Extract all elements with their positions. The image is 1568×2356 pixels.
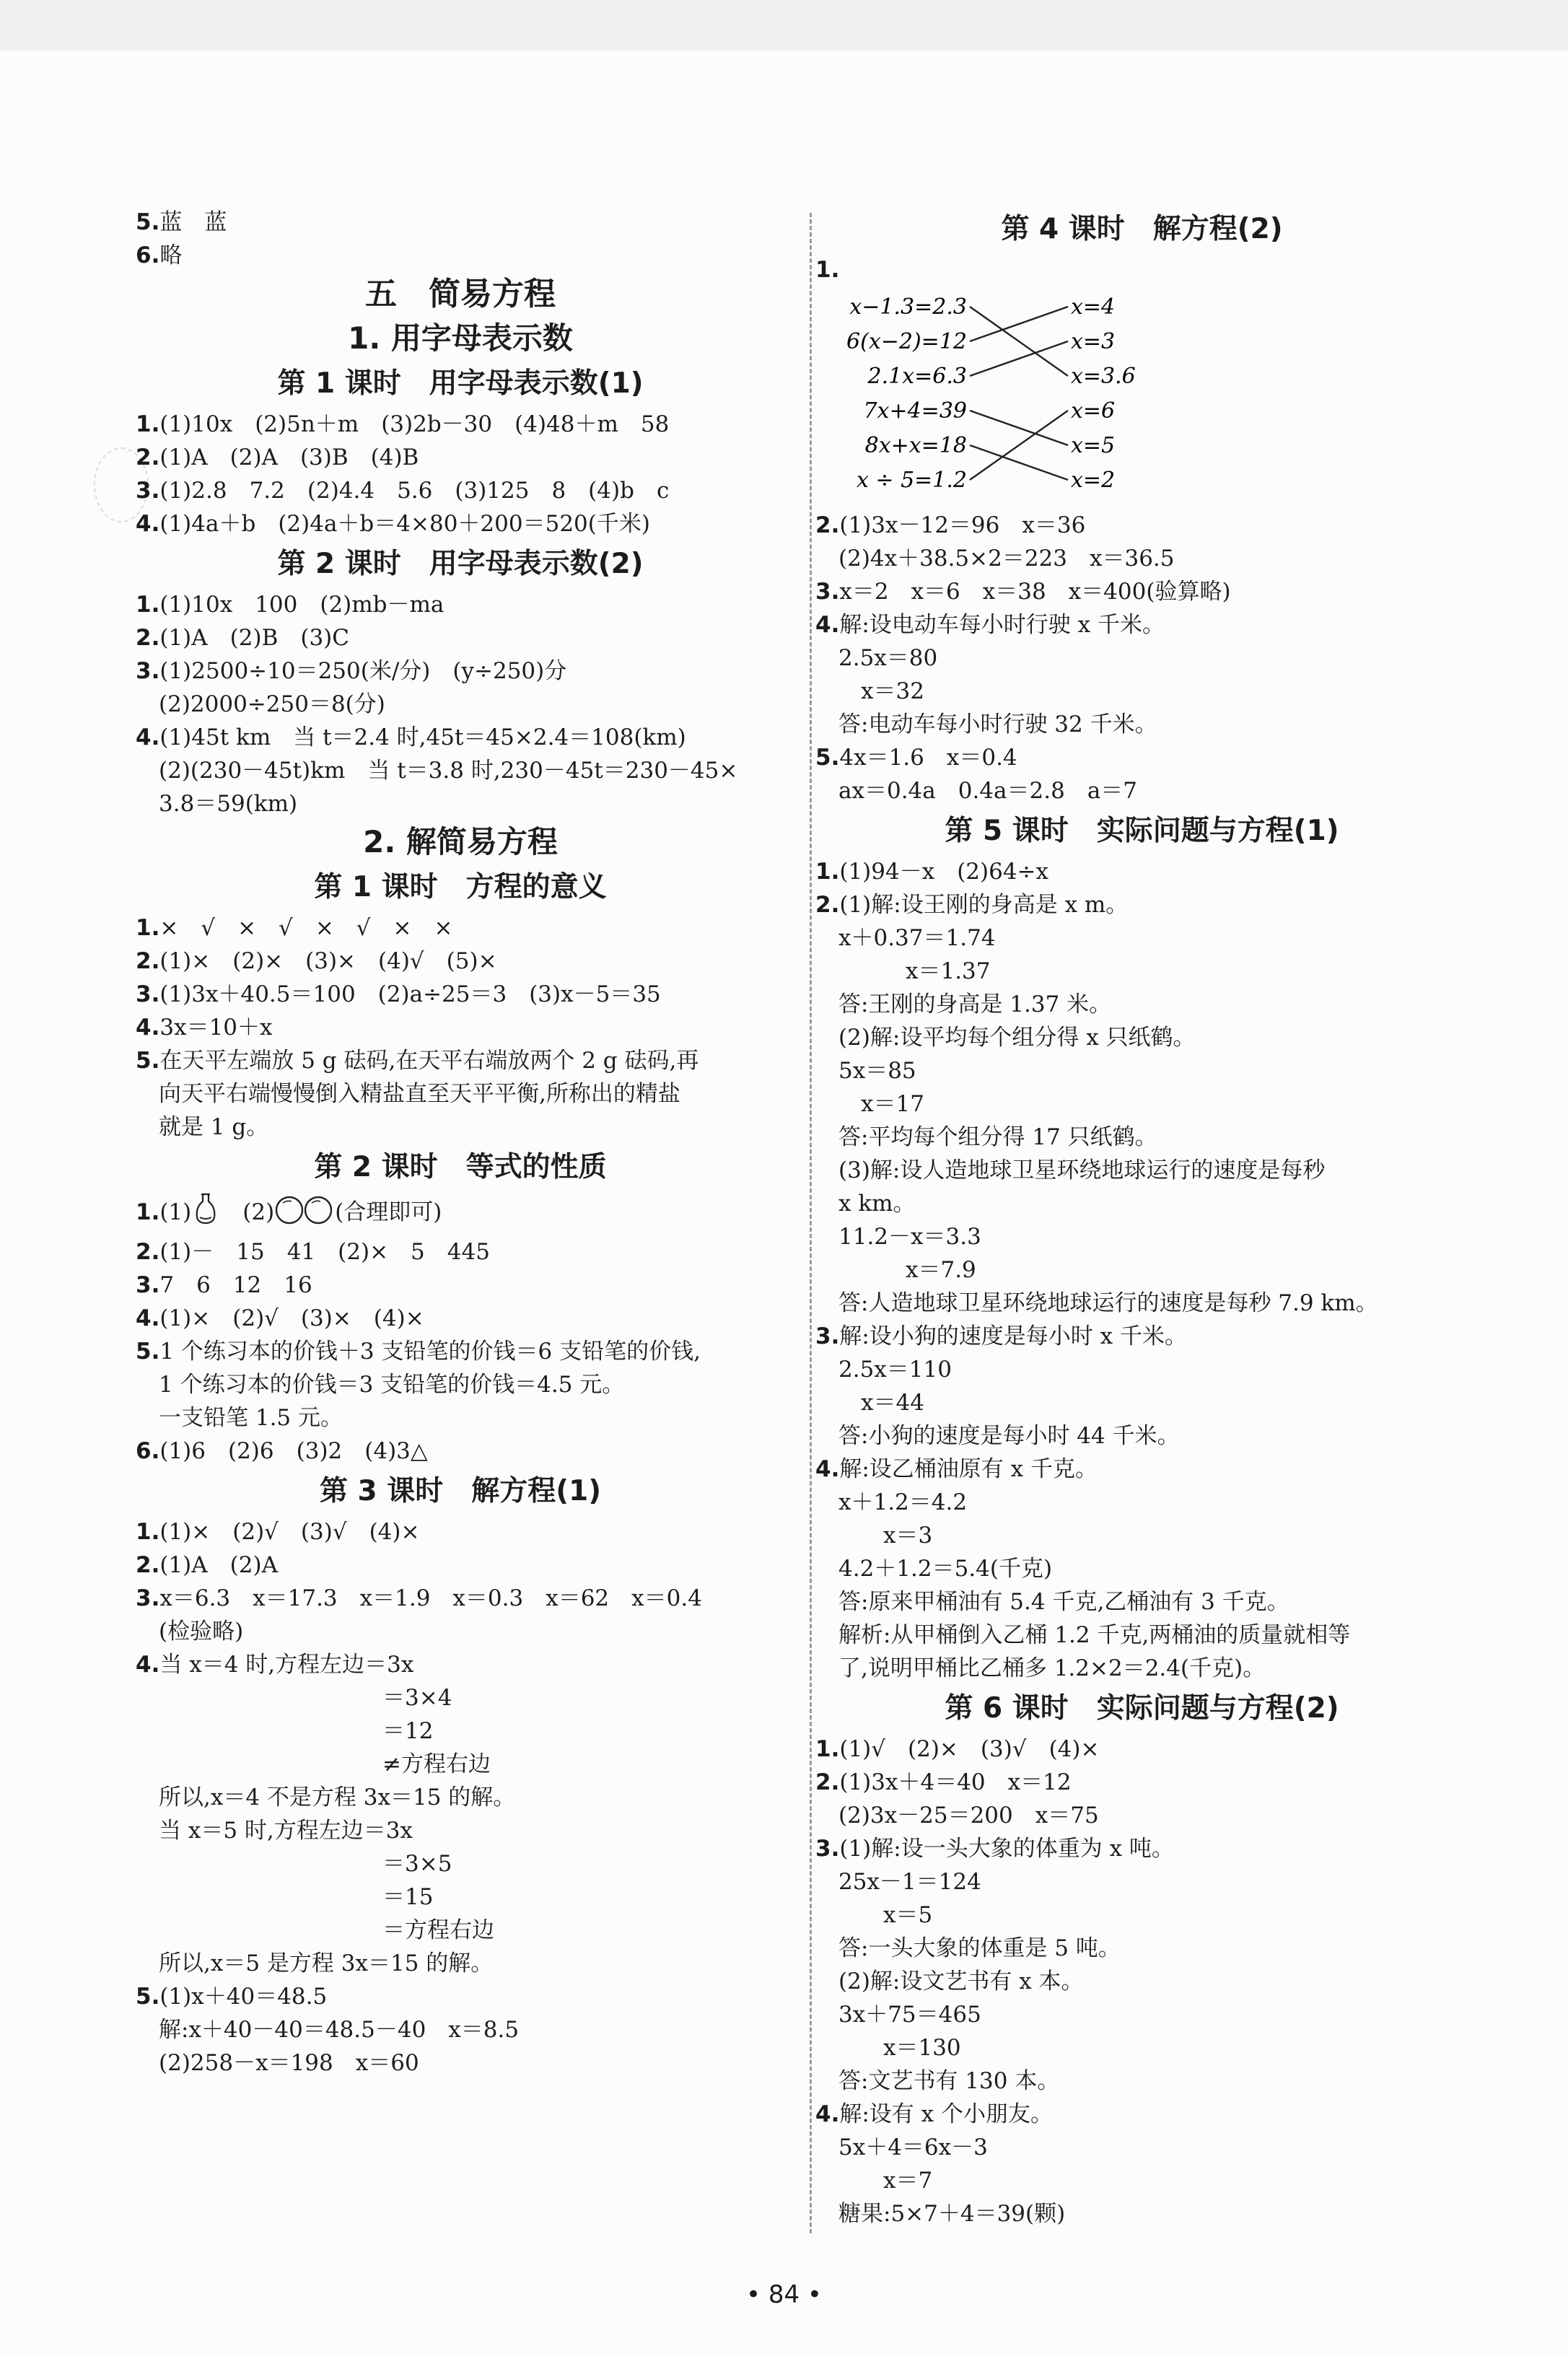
answer-line [136,1980,785,2013]
answer-text: 解:设小狗的速度是每小时 x 千米。 [839,1323,1187,1349]
question-number: 4. [815,2101,840,2127]
answer-text: x＝6.3 x＝17.3 x＝1.9 x＝0.3 x＝62 x＝0.4 [159,1585,702,1611]
answer-text: (1)解:设一头大象的体重为 x 吨。 [839,1836,1174,1862]
answer-line [136,474,785,507]
answer-line [136,654,785,688]
answer-line [815,1453,1468,1486]
lesson-heading: 第 1 课时 方程的意义 [314,871,607,903]
answer-line [136,1435,785,1468]
answer-text: (1)× (2)√ (3)√ (4)× [159,1519,420,1545]
answer-text: (1)× (2)√ (3)× (4)× [159,1305,424,1331]
answer-line [136,206,785,239]
matching-line [970,411,1068,445]
equation-label: 6(x−2)=12 [846,329,967,354]
question-number: 2. [136,625,160,651]
answer-text: (1)3x＋4＝40 x＝12 [839,1769,1072,1795]
answer-line [136,1648,785,1681]
answer-line [136,911,785,945]
solution-label: x=2 [1071,468,1116,493]
answer-line: 2.5x＝110 [838,1357,952,1383]
question-number: 2. [815,1769,840,1795]
answer-line: 解析:从甲桶倒入乙桶 1.2 千克,两桶油的质量就相等 [838,1622,1351,1648]
answer-line [136,239,785,272]
note-text: (合理即可) [335,1199,442,1225]
lesson-heading: 第 2 课时 等式的性质 [314,1151,607,1183]
question-number: 3. [136,478,160,504]
answer-line: x＝130 [838,2035,961,2061]
section-heading: 第 4 课时 解方程(2) [1001,213,1283,245]
matching-diagram [846,286,1176,504]
answer-line: ＝3×4 [159,1685,452,1711]
answer-text: 在天平左端放 5 g 砝码,在天平右端放两个 2 g 砝码,再 [159,1048,699,1074]
equation-label: x−1.3=2.3 [849,294,967,320]
answer-line: 3.8＝59(km) [159,791,298,817]
answer-text: 解:设电动车每小时行驶 x 千米。 [839,612,1165,638]
answer-text: (1)√ (2)× (3)√ (4)× [839,1736,1100,1762]
answer-line: ＝15 [159,1884,434,1910]
answer-line: 答:王刚的身高是 1.37 米。 [838,991,1112,1017]
answer-text: (1)－ 15 41 (2)× 5 445 [159,1239,490,1265]
question-number: 5. [136,1339,160,1365]
answer-text: 当 x＝4 时,方程左边＝3x [159,1652,414,1678]
answer-line [136,507,785,540]
answer-line [136,588,785,621]
answer-text: (1)A (2)A (3)B (4)B [159,445,419,470]
question-number: 4. [136,724,160,750]
answer-text: (1)6 (2)6 (3)2 (4)3△ [159,1438,428,1464]
answer-line [815,575,1468,608]
answer-line: x＝3 [838,1523,933,1549]
answer-line [136,945,785,978]
question-number: 2. [136,1552,160,1578]
left-column [136,206,785,2080]
lesson-heading: 第 1 课时 用字母表示数(1) [277,367,644,400]
section-heading: 五 简易方程 [365,276,556,312]
question-number: 1. [136,915,160,941]
solution-label: x=3.6 [1071,364,1136,389]
question-number: 6. [136,242,160,268]
question-number: 4. [136,1305,160,1331]
answer-line: 糖果:5×7＋4＝39(颗) [838,2201,1066,2227]
matching-line [970,307,1068,341]
answer-line: x＝32 [838,678,924,704]
matching-line [970,341,1068,376]
answer-line: 答:电动车每小时行驶 32 千米。 [838,711,1157,737]
answer-line: (检验略) [159,1619,244,1645]
answer-line [136,721,785,754]
answer-line: 所以,x＝4 不是方程 3x＝15 的解。 [159,1784,516,1810]
answer-line: 答:人造地球卫星环绕地球运行的速度是每秒 7.9 km。 [838,1290,1378,1316]
answer-line: ax＝0.4a 0.4a＝2.8 a＝7 [838,778,1138,804]
matching-line [970,307,1068,376]
answer-line: 解:x＋40－40＝48.5－40 x＝8.5 [159,2017,520,2043]
answer-line [136,621,785,654]
right-answers [815,509,1468,2230]
answer-line [815,888,1468,921]
answer-line [815,2098,1468,2131]
answer-text: x＝2 x＝6 x＝38 x＝400(验算略) [839,579,1231,605]
answer-line: 5x＝85 [838,1058,916,1084]
answer-line [815,1832,1468,1865]
equation-label: x ÷ 5=1.2 [856,468,967,493]
answer-line [136,408,785,441]
equation-label: 2.1x=6.3 [867,364,967,389]
answer-line: 了,说明甲桶比乙桶多 1.2×2＝2.4(千克)。 [838,1655,1266,1681]
answer-line: x＋1.2＝4.2 [838,1489,968,1515]
answer-text: (1)2500÷10＝250(米/分) (y÷250)分 [159,658,567,684]
solution-label: x=4 [1071,294,1116,320]
answer-line: 1 个练习本的价钱＝3 支铅笔的价钱＝4.5 元。 [159,1372,625,1398]
question-number: 2. [136,1239,160,1265]
answer-text: 3x＝10＋x [159,1015,273,1041]
answer-line [136,1549,785,1582]
answer-text: (1)2.8 7.2 (2)4.4 5.6 (3)125 8 (4)b c [159,478,670,504]
answer-line [815,1766,1468,1799]
question-number: 1. [815,1736,840,1762]
answer-line: 当 x＝5 时,方程左边＝3x [159,1818,413,1844]
question-number: 1. [136,1199,160,1225]
answer-line [136,1044,785,1077]
question-number: 5. [136,209,160,235]
question-number: 3. [136,1272,160,1298]
answer-line: 4.2＋1.2＝5.4(千克) [838,1556,1053,1582]
question-number: 3. [136,1585,160,1611]
section-heading: 2. 解简易方程 [363,824,558,859]
answer-text: (1)45t km 当 t＝2.4 时,45t＝45×2.4＝108(km) [159,724,686,750]
answer-line: ＝12 [159,1718,434,1744]
answer-line: x＋0.37＝1.74 [838,925,996,951]
answer-text: (1)3x＋40.5＝100 (2)a÷25＝3 (3)x－5＝35 [159,981,661,1007]
right-column [815,206,1468,2230]
answer-line: 所以,x＝5 是方程 3x＝15 的解。 [159,1950,494,1976]
answer-text: 蓝 蓝 [159,209,227,235]
question-number: 3. [136,658,160,684]
question-number: 6. [136,1438,160,1464]
answer-line [136,1191,785,1235]
question-number: 3. [815,1836,840,1862]
answer-line: 答:原来甲桶油有 5.4 千克,乙桶油有 3 千克。 [838,1589,1289,1615]
answer-line: (3)解:设人造地球卫星环绕地球运行的速度是每秒 [838,1157,1326,1183]
answer-line: 答:平均每个组分得 17 只纸鹤。 [838,1124,1157,1150]
answer-text: 略 [159,242,183,268]
answer-line [136,1011,785,1044]
solution-label: x=6 [1071,398,1116,424]
answer-line: (2)解:设文艺书有 x 本。 [838,1969,1084,1994]
question-number: 1. [136,411,160,437]
option-label: (2) [242,1199,275,1225]
question-number: 4. [136,511,160,537]
answer-line: x＝17 [838,1091,924,1117]
question-number: 2. [815,892,840,918]
solution-label: x=5 [1071,433,1116,458]
answer-text: 1 个练习本的价钱＋3 支铅笔的价钱＝6 支铅笔的价钱, [159,1339,701,1365]
answer-line: 5x＋4＝6x－3 [838,2134,988,2160]
answer-line [136,441,785,474]
answer-line [815,1733,1468,1766]
answer-line: (2)解:设平均每个组分得 x 只纸鹤。 [838,1025,1196,1051]
vase-icon [191,1191,220,1235]
answer-line [136,1235,785,1269]
question-number: 1. [136,592,160,618]
question-number: 4. [136,1015,160,1041]
answer-line: 答:文艺书有 130 本。 [838,2068,1060,2094]
lesson-heading: 第 6 课时 实际问题与方程(2) [945,1692,1339,1725]
equation-label: 7x+4=39 [863,398,967,424]
answer-line [136,1515,785,1549]
question-number: 5. [136,1984,160,2010]
answer-line: 一支铅笔 1.5 元。 [159,1405,343,1431]
page-number: • 84 • [746,2280,822,2309]
question-number: 4. [815,612,840,638]
solution-label: x=3 [1071,329,1116,354]
lesson-heading: 第 3 课时 解方程(1) [319,1475,602,1507]
answer-text: (1)× (2)× (3)× (4)√ (5)× [159,948,497,974]
question-number: 2. [815,512,840,538]
answer-text: (1)解:设王刚的身高是 x m。 [839,892,1129,918]
answer-line: 2.5x＝80 [838,645,938,671]
answer-text: × √ × √ × √ × × [159,915,453,941]
answer-line: x＝44 [838,1390,924,1416]
matching-line [970,445,1068,480]
scan-top-band [0,0,1568,51]
question-number: 3. [815,579,840,605]
lesson-heading: 第 2 课时 用字母表示数(2) [277,548,644,580]
column-divider [810,213,812,2233]
answer-line: x＝7.9 [838,1257,976,1283]
answer-text: (1)4a＋b (2)4a＋b＝4×80＋200＝520(千米) [159,511,650,537]
matching-line [970,411,1068,480]
answer-line [136,1269,785,1302]
answer-line: (2)2000÷250＝8(分) [159,691,385,717]
answer-line [136,1582,785,1615]
question-number: 3. [136,981,160,1007]
answer-line: 答:一头大象的体重是 5 吨。 [838,1935,1121,1961]
answer-line: x＝7 [838,2168,933,2194]
answer-text: (1)x＋40＝48.5 [159,1984,328,2010]
option-label: (1) [159,1199,192,1225]
section-heading: 1. 用字母表示数 [348,320,573,356]
answer-line: x＝5 [838,1902,933,1928]
lesson-heading: 第 5 课时 实际问题与方程(1) [945,815,1339,847]
equation-label: 8x+x=18 [864,433,967,458]
question-number: 5. [815,745,840,771]
question-number: 1. [815,257,840,283]
answer-line: (2)4x＋38.5×2＝223 x＝36.5 [838,546,1175,572]
answer-line: x km。 [838,1191,916,1217]
answer-line [815,1320,1468,1353]
answer-line: 11.2－x＝3.3 [838,1224,981,1250]
question-number: 1. [136,1519,160,1545]
answer-line: (2)(230－45t)km 当 t＝3.8 时,230－45t＝230－45× [159,758,738,784]
question-number: 4. [136,1652,160,1678]
answer-line [136,1335,785,1368]
answer-line: 向天平右端慢慢倒入精盐直至天平平衡,所称出的精盐 [159,1081,680,1107]
answer-text: (1)94－x (2)64÷x [839,859,1049,885]
answer-text: (1)3x－12＝96 x＝36 [839,512,1086,538]
answer-line: (2)3x－25＝200 x＝75 [838,1803,1099,1829]
question-number: 4. [815,1456,840,1482]
answer-line: ＝3×5 [159,1851,452,1877]
answer-line: 答:小狗的速度是每小时 44 千米。 [838,1423,1180,1449]
answer-line: ≠方程右边 [159,1751,491,1777]
question-number: 2. [136,445,160,470]
answer-text: (1)10x 100 (2)mb－ma [159,592,444,618]
answer-line [815,608,1468,641]
answer-line [815,741,1468,774]
answer-line: ＝方程右边 [159,1917,494,1943]
answer-line: 3x＋75＝465 [838,2002,981,2028]
answer-line: (2)258－x＝198 x＝60 [159,2050,419,2076]
answer-line: 就是 1 g。 [159,1114,269,1140]
question-number: 3. [815,1323,840,1349]
answer-line: 25x－1＝124 [838,1869,981,1895]
question-number: 1. [815,859,840,885]
answer-text: 解:设乙桶油原有 x 千克。 [839,1456,1098,1482]
answer-line: x＝1.37 [838,958,991,984]
question-number: 5. [136,1048,160,1074]
answer-text: (1)10x (2)5n＋m (3)2b－30 (4)48＋m 58 [159,411,670,437]
two-balls-icon [274,1191,335,1235]
answer-line [815,855,1468,888]
answer-line [136,978,785,1011]
answer-text: (1)A (2)B (3)C [159,625,349,651]
answer-line [136,1302,785,1335]
question-number: 2. [136,948,160,974]
answer-text: 7 6 12 16 [159,1272,312,1298]
answer-text: 4x＝1.6 x＝0.4 [839,745,1017,771]
answer-line [815,509,1468,542]
answer-text: (1)A (2)A [159,1552,278,1578]
answer-text: 解:设有 x 个小朋友。 [839,2101,1053,2127]
